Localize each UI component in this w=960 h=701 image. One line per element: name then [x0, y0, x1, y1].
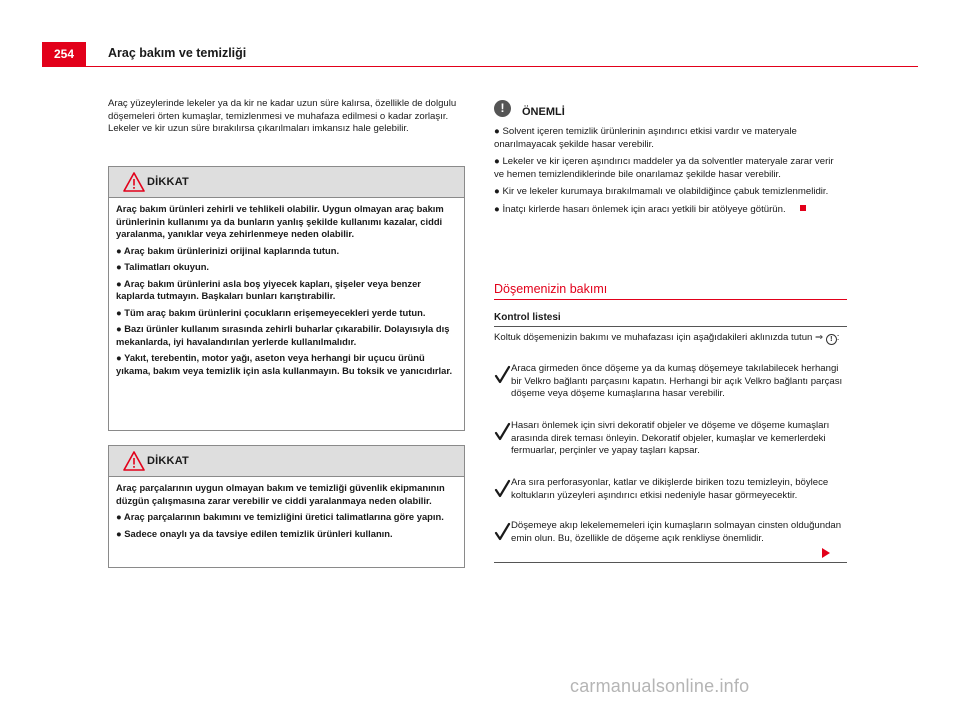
warning-triangle-icon [123, 451, 145, 471]
warning-bullet: ● Araç bakım ürünlerinizi orijinal kaplarında tutun. [116, 244, 340, 256]
warning-body [109, 198, 464, 383]
checklist-intro: Koltuk döşemenizin bakımı ve muhafazası için aşağıdakileri aklınızda tutun ⇒ ! : [494, 332, 840, 343]
checkmark-icon [494, 365, 512, 385]
warning-box-header [109, 167, 464, 198]
header-rule [42, 66, 918, 67]
subsection-title: Kontrol listesi [494, 312, 561, 323]
checklist-item [494, 520, 847, 545]
warning-box-1 [108, 166, 465, 431]
notice-reference-icon[interactable]: ! [826, 334, 837, 345]
warning-bullet: ● Bazı ürünler kullanım sırasında zehirli buharlar çıkarabilir. Dolayısıyla dış mekanlarda, iyi havalandırılan yerlerde kullanılmalıdır. [116, 323, 450, 347]
page-header [42, 42, 918, 66]
checklist-item-text: Hasarı önlemek için sivri dekoratif objeler ve döşeme ve döşeme kumaşları arasında direk teması önleyin. Dekoratif objeler, kumaşlar ve kemerlerdeki fermuarlar, perçinler ve yapay taşları kapsar. [511, 420, 830, 456]
notice-bullet: ● Kir ve lekeler kurumaya bırakılmamalı ve olabildiğince çabuk temizlenmelidir. [494, 186, 829, 197]
checklist-item-text: Ara sıra perforasyonlar, katlar ve dikişlerde biriken tozu temizleyin, böylece koltukların yüzeyleri aşındırıcı etkisi nedeniyle hasar görmeyecektir. [511, 477, 829, 501]
notice-bullet: ● Solvent içeren temizlik ürünlerinin aşındırıcı etkisi vardır ve materyale onarılmayacak şekilde hasar verebilir. [494, 126, 797, 150]
notice-body [494, 126, 846, 221]
notice-bullet: ● İnatçı kirlerde hasarı önlemek için aracı yetkili bir atölyeye götürün. [494, 204, 846, 217]
continue-arrow-icon [822, 548, 830, 558]
warning-box-2 [108, 445, 465, 568]
checkmark-icon [494, 422, 512, 442]
warning-box-header [109, 446, 464, 477]
warning-triangle-icon [123, 172, 145, 192]
warning-lead: Araç bakım ürünleri zehirli ve tehlikeli olabilir. Uygun olmayan araç bakım ürünlerinin kullanımı ya da bunların yanlış şekilde kullanımı kazalar, ciddi yaralanma, yanıklar veya zehirlenmeye neden olabilir. [116, 203, 444, 239]
warning-title: DİKKAT [147, 176, 189, 188]
subsection-rule [494, 326, 847, 327]
notice-bullet: ● Lekeler ve kir içeren aşındırıcı maddeler ya da solventler materyale zarar verir ve hemen temizlendiklerinde bile onarılamaz şekilde hasar verebilir. [494, 156, 834, 180]
warning-title: DİKKAT [147, 455, 189, 467]
exclamation-circle-icon: ! [494, 100, 511, 117]
section-title: Döşemenizin bakımı [494, 282, 608, 296]
intro-text: Araç yüzeylerinde lekeler ya da kir ne kadar uzun süre kalırsa, özellikle de dolgulu döşemeleri örten kumaşlar, temizlenmesi ve muhafaza edilmesi o kadar zorlaşır. Lekeler ve kir uzun süre bırakılırsa çıkarılmaları imkansız hale gelebilir. [108, 98, 457, 135]
checkmark-icon [494, 522, 512, 542]
warning-body [109, 477, 464, 546]
intro-paragraph [108, 98, 464, 136]
warning-bullet: ● Yakıt, terebentin, motor yağı, aseton veya herhangi bir uçucu ürünü yıkama, bakım veya temizlik için asla kullanmayın. Bu toksik ve yanıcıdırlar. [116, 352, 453, 376]
warning-bullet: ● Tüm araç bakım ürünlerini çocukların erişemeyecekleri yerde tutun. [116, 306, 426, 318]
warning-bullet: ● Araç bakım ürünlerini asla boş yiyecek kapları, şişeler veya benzer kaplarda tutmayın. Başkaları bunları karıştırabilir. [116, 277, 421, 301]
warning-bullet: ● Sadece onaylı ya da tavsiye edilen temizlik ürünleri kullanın. [116, 527, 393, 539]
bottom-rule [494, 562, 847, 563]
checklist-item-text: Döşemeye akıp lekelememeleri için kumaşların solmayan cinsten olduğundan emin olun. Bu, özellikle de döşeme açık renkliyse önemlidir. [511, 520, 842, 544]
warning-lead: Araç parçalarının uygun olmayan bakım ve temizliği güvenlik ekipmanının düzgün çalışmasına zarar verebilir ve ciddi yaralanmaya neden olabilir. [116, 482, 445, 506]
checklist-item [494, 420, 847, 458]
checklist-item [494, 363, 847, 401]
chapter-title: Araç bakım ve temizliği [108, 46, 247, 60]
warning-bullet: ● Araç parçalarının bakımını ve temizliğini üretici talimatlarına göre yapın. [116, 511, 444, 522]
end-of-section-square-icon [800, 205, 806, 211]
page-number: 254 [42, 42, 86, 66]
checklist-item [494, 477, 847, 502]
section-rule [494, 299, 847, 300]
notice-title: ÖNEMLİ [522, 106, 565, 118]
checklist-item-text: Araca girmeden önce döşeme ya da kumaş döşemeye takılabilecek herhangi bir Velkro bağlantı parçasını kapatın. Herhangi bir açık Velkro bağlantı parçası döşeme veya döşeme kumaşlarına hasar verebilir. [511, 363, 843, 399]
watermark: carmanualsonline.info [570, 676, 750, 696]
warning-bullet: ● Talimatları okuyun. [116, 261, 210, 272]
checkmark-icon [494, 479, 512, 499]
